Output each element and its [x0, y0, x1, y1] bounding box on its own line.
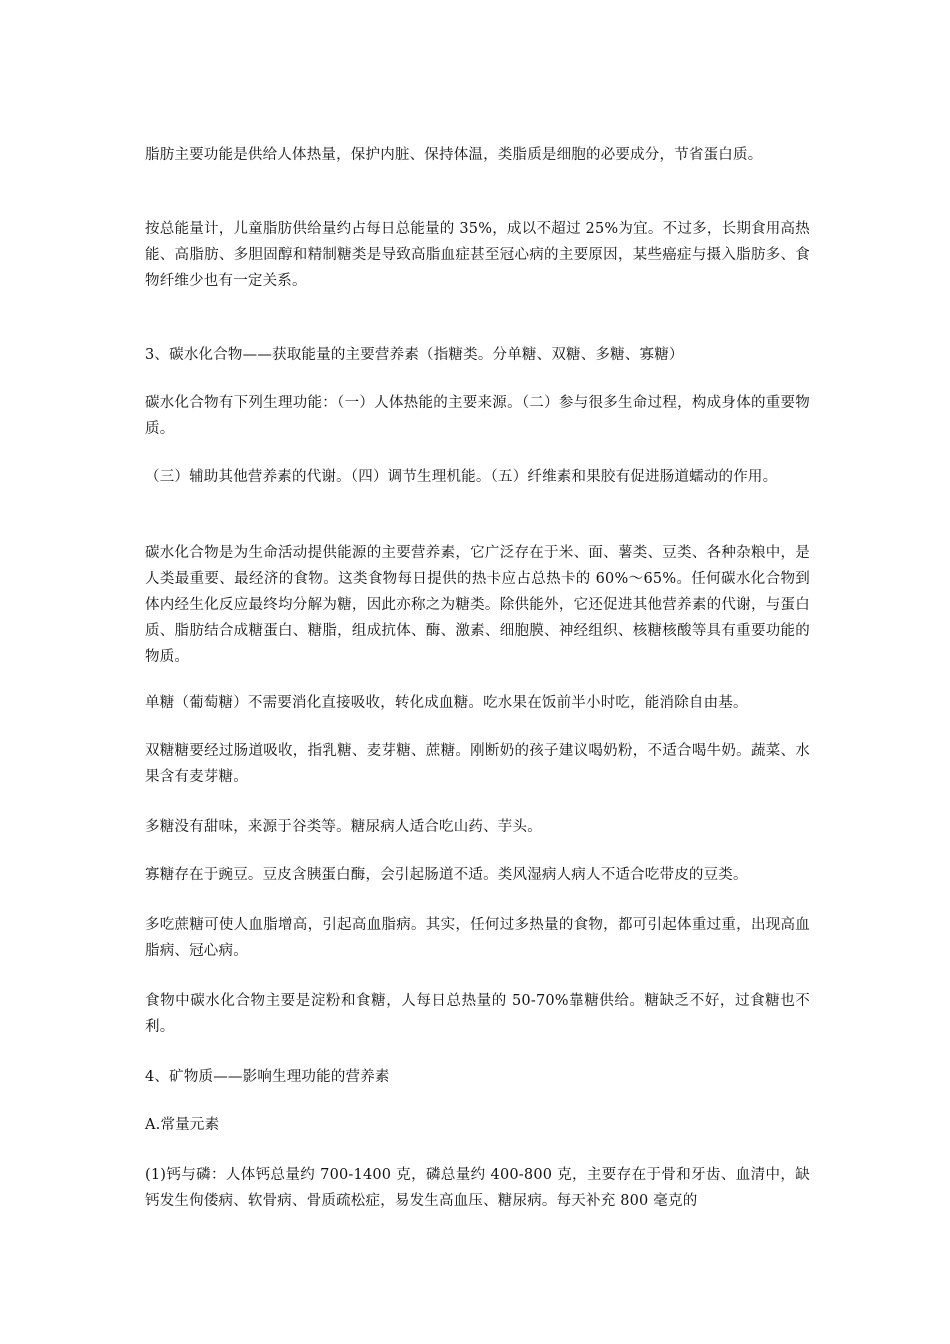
paragraph-carb-functions-2: （三）辅助其他营养素的代谢。（四）调节生理机能。（五）纤维素和果胶有促进肠道蠕动的作用。: [145, 469, 778, 485]
paragraph-oligosaccharide: 寡糖存在于豌豆。豆皮含胰蛋白酶，会引起肠道不适。类风湿病人病人不适合吃带皮的豆类。: [145, 867, 748, 883]
heading-carbohydrates: 3、碳水化合物——获取能量的主要营养素（指糖类。分单糖、双糖、多糖、寡糖）: [145, 347, 684, 363]
heading-macro-elements: A.常量元素: [145, 1117, 220, 1133]
paragraph-calcium-phosphorus: (1)钙与磷：人体钙总量约 700-1400 克，磷总量约 400-800 克，主要存在于骨和牙齿、血清中，缺钙发生佝偻病、软骨病、骨质疏松症，易发生高血压、糖尿病。每天补充 800 毫克的: [145, 1167, 810, 1209]
paragraph-sucrose: 多吃蔗糖可使人血脂增高，引起高血脂病。其实，任何过多热量的食物，都可引起体重过重，出现高血脂病、冠心病。: [145, 917, 810, 959]
paragraph-carb-functions-1: 碳水化合物有下列生理功能：（一）人体热能的主要来源。（二）参与很多生命过程，构成身体的重要物质。: [145, 395, 810, 437]
paragraph-disaccharide: 双糖糖要经过肠道吸收，指乳糖、麦芽糖、蔗糖。刚断奶的孩子建议喝奶粉，不适合喝牛奶。蔬菜、水果含有麦芽糖。: [145, 743, 810, 785]
paragraph-fat-intake: 按总能量计，儿童脂肪供给量约占每日总能量的 35%，成以不超过 25%为宜。不过多，长期食用高热能、高脂肪、多胆固醇和精制糖类是导致高脂血症甚至冠心病的主要原因，某些癌症与摄入脂肪多、食物纤维少也有一定关系。: [145, 221, 810, 289]
paragraph-polysaccharide: 多糖没有甜味，来源于谷类等。糖尿病人适合吃山药、芋头。: [145, 819, 542, 835]
heading-minerals: 4、矿物质——影响生理功能的营养素: [145, 1069, 390, 1085]
paragraph-fat-function: 脂肪主要功能是供给人体热量，保护内脏、保持体温，类脂质是细胞的必要成分，节省蛋白质。: [145, 147, 763, 163]
paragraph-dietary-carbs: 食物中碳水化合物主要是淀粉和食糖，人每日总热量的 50-70%靠糖供给。糖缺乏不好，过食糖也不利。: [145, 993, 810, 1035]
paragraph-carb-overview: 碳水化合物是为生命活动提供能源的主要营养素，它广泛存在于米、面、薯类、豆类、各种杂粮中，是人类最重要、最经济的食物。这类食物每日提供的热卡应占总热卡的 60%～65%。任何碳水化合物到体内经生化反应最终均分解为糖，因此亦称之为糖类。除供能外，它还促进其他营养素的代谢，与蛋白质、脂肪结合成糖蛋白、糖脂，组成抗体、酶、激素、细胞膜、神经组织、核糖核酸等具有重要功能的物质。: [145, 545, 810, 665]
paragraph-monosaccharide: 单糖（葡萄糖）不需要消化直接吸收，转化成血糖。吃水果在饭前半小时吃，能消除自由基。: [145, 695, 748, 711]
